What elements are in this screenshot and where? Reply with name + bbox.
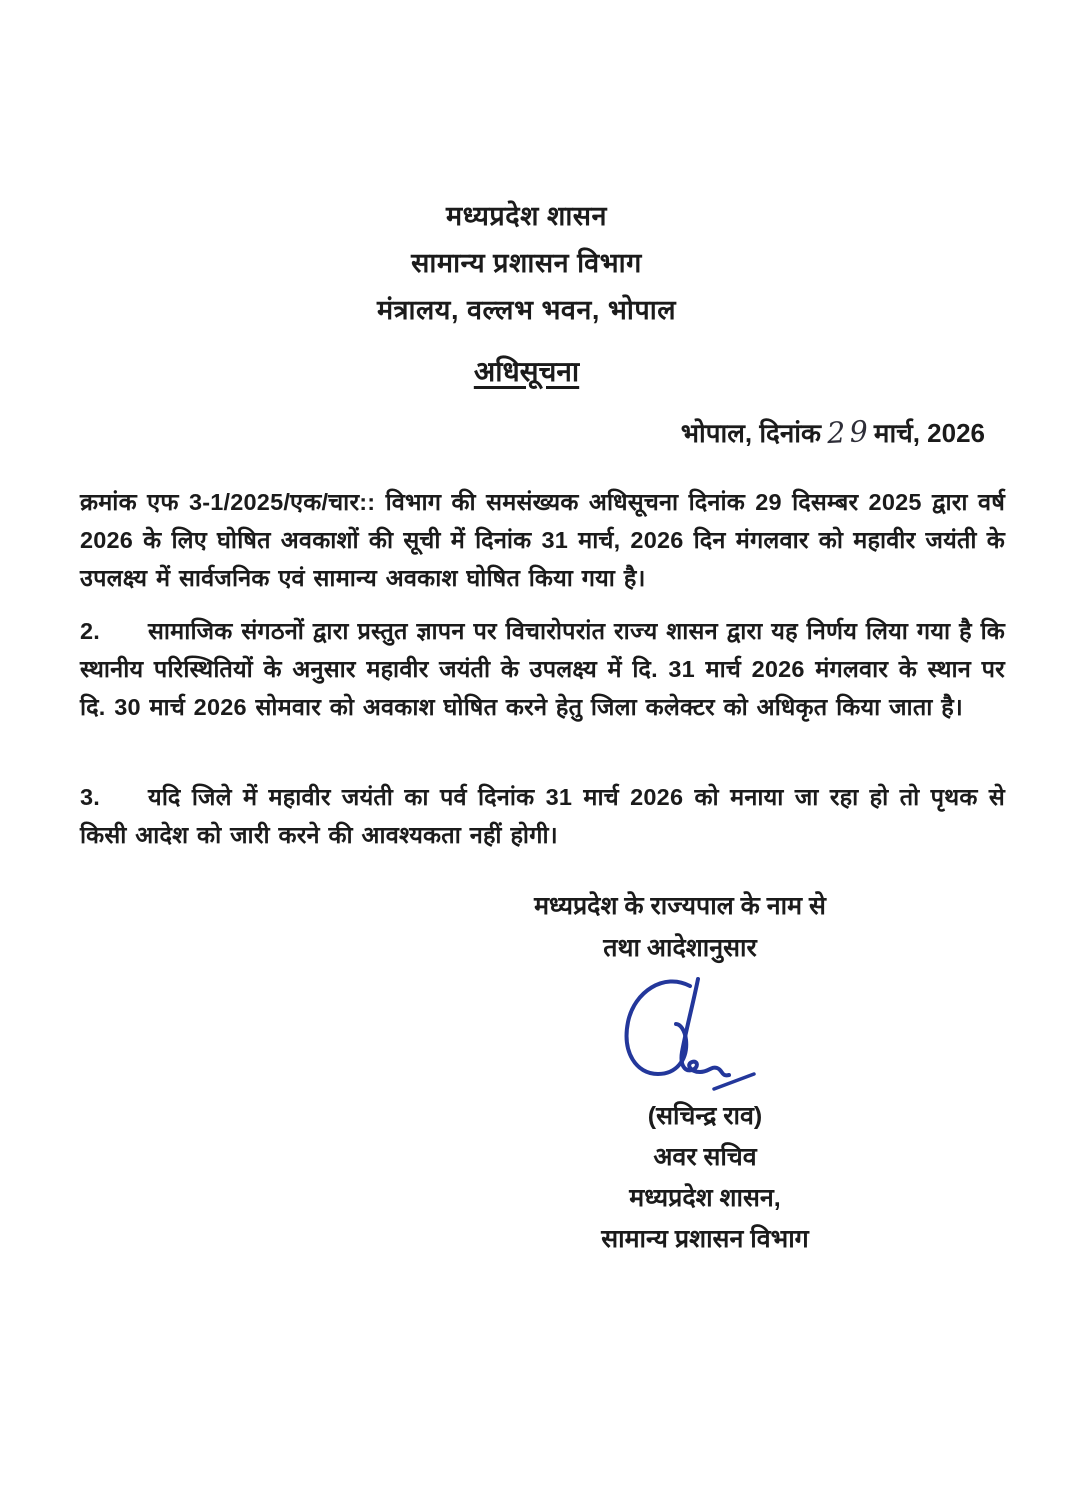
signature-ink [618,976,768,1101]
paragraph-2 [80,612,1005,726]
signatory-designation: अवर सचिव [653,1143,757,1171]
title-row [0,352,1079,390]
paragraph-3 [80,778,1005,854]
dateline-prefix: भोपाल, दिनांक [680,418,821,448]
dateline [681,414,985,450]
signatory-org-line-1: मध्यप्रदेश शासन, [629,1184,781,1212]
letterhead [0,193,1079,334]
letterhead-department: सामान्य प्रशासन विभाग [411,248,642,278]
document-title: अधिसूचना [473,356,580,387]
letterhead-address: मंत्रालय, वल्लभ भवन, भोपाल [376,295,677,325]
dateline-suffix: मार्च, 2026 [873,418,985,448]
signature-underline [714,1074,754,1089]
signatory-name: (सचिन्द्र राव) [647,1102,763,1130]
signatory-block [425,1096,985,1260]
paragraph-1-text: क्रमांक एफ 3-1/2025/एक/चार:: विभाग की समसंख्यक अधिसूचना दिनांक 29 दिसम्बर 2025 द्वारा वर्ष 2026 के लिए घोषित अवकाशों की सूची में दिनांक 31 मार्च, 2026 दिन मंगलवार को महावीर जयंती के उपलक्ष्य में सार्वजनिक एवं सामान्य अवकाश घोषित किया गया है। [80,489,1005,591]
paragraph-3-text: यदि जिले में महावीर जयंती का पर्व दिनांक 31 मार्च 2026 को मनाया जा रहा हो तो पृथक से किसी आदेश को जारी करने की आवश्यकता नहीं होगी। [80,784,1005,848]
signatory-org-line-2: सामान्य प्रशासन विभाग [601,1225,809,1253]
authority-line-2: तथा आदेशानुसार [603,934,757,962]
handwritten-date: 29 [826,413,873,451]
authority-line-1: मध्यप्रदेश के राज्यपाल के नाम से [534,892,826,920]
letterhead-government: मध्यप्रदेश शासन [445,201,608,231]
paragraph-1 [80,483,1005,597]
authority-block [400,885,960,969]
signature-flourish [681,979,729,1075]
paragraph-2-text: सामाजिक संगठनों द्वारा प्रस्तुत ज्ञापन पर विचारोपरांत राज्य शासन द्वारा यह निर्णय लिया गया है कि स्थानीय परिस्थितियों के अनुसार महावीर जयंती के उपलक्ष्य में दि. 31 मार्च 2026 मंगलवार के स्थान पर दि. 30 मार्च 2026 सोमवार को अवकाश घोषित करने हेतु जिला कलेक्टर को अधिकृत किया जाता है। [80,618,1005,720]
paragraph-2-number: 2. [80,618,100,644]
paragraph-3-number: 3. [80,784,100,810]
